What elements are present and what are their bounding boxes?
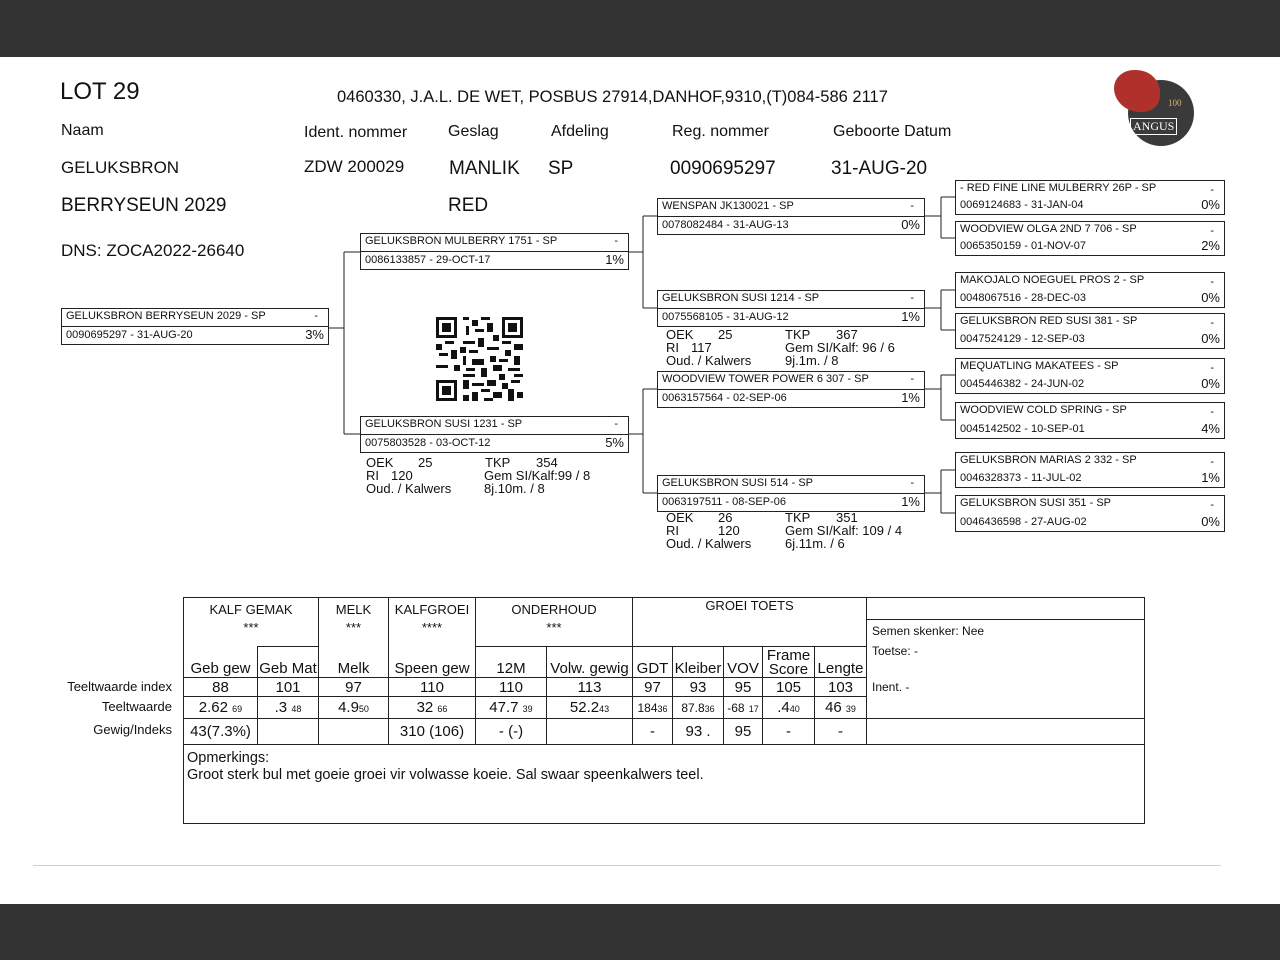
label-geboorte: Geboorte Datum [833, 123, 952, 140]
pedigree-sire-dam: GELUKSBRON SUSI 1214 - SP - 0075568105 - 31-AUG-12 1% [657, 290, 925, 327]
col-vov: VOV [724, 647, 763, 678]
col-speen-gew: Speen gew [389, 647, 476, 678]
row-label-index: Teeltwaarde index [67, 679, 172, 694]
index-cell: 110 [476, 678, 547, 697]
ebv-cell: 2.62 69 [184, 697, 258, 719]
col-gdt: GDT [633, 647, 673, 678]
index-cell: 95 [724, 678, 763, 697]
notes-cell [867, 598, 1145, 719]
row-label-gewig: Gewig/Indeks [93, 722, 172, 737]
pedigree-dam-dam: GELUKSBRON SUSI 514 - SP - 0063197511 - 08-SEP-06 1% [657, 475, 925, 512]
index-cell: 101 [258, 678, 319, 697]
color-value: RED [448, 195, 489, 216]
col-lengte: Lengte [815, 647, 867, 678]
animal-name-line2: BERRYSEUN 2029 [61, 195, 227, 216]
ebv-cell: .440 [763, 697, 815, 719]
animal-name-line1: GELUKSBRON [61, 158, 180, 177]
ebv-cell: 47.7 39 [476, 697, 547, 719]
pedigree-ggp-4: GELUKSBRON RED SUSI 381 - SP - 0047524129 - 12-SEP-03 0% [955, 313, 1225, 349]
gewig-cell: 43(7.3%) [184, 719, 258, 745]
birth-date-value: 31-AUG-20 [831, 158, 928, 179]
gewig-cell: - [633, 719, 673, 745]
pedigree-subject: GELUKSBRON BERRYSEUN 2029 - SP - 0090695297 - 31-AUG-20 3% [61, 308, 329, 345]
gewig-cell: 310 (106) [389, 719, 476, 745]
pedigree-ggp-1: - RED FINE LINE MULBERRY 26P - SP - 0069124683 - 31-JAN-04 0% [955, 180, 1225, 215]
remarks-label: Opmerkings: [187, 750, 270, 766]
index-cell: 105 [763, 678, 815, 697]
sire-dam-stats: OEK 25 TKP 367 RI 117 Gem SI/Kalf: 96 / 6 Oud. / Kalwers 9j.1m. / 8 [666, 327, 895, 368]
gewig-cell: 95 [724, 719, 763, 745]
sex-value: MANLIK [449, 158, 520, 179]
qr-code [436, 317, 523, 401]
lot-number: LOT 29 [60, 78, 140, 105]
group-kalf-gemak: KALF GEMAK *** [184, 598, 319, 647]
index-cell: 97 [633, 678, 673, 697]
section-value: SP [548, 158, 574, 179]
breeder-info: 0460330, J.A.L. DE WET, POSBUS 27914,DANHOF,9310,(T)084-586 2117 [337, 88, 888, 106]
dns-number: DNS: ZOCA2022-26640 [61, 241, 245, 260]
ebv-cell: .3 48 [258, 697, 319, 719]
gewig-cell: - [763, 719, 815, 745]
performance-table [183, 597, 1145, 824]
ebv-cell: 87.836 [673, 697, 724, 719]
reg-value: 0090695297 [670, 158, 776, 179]
angus-logo: 100 ANGUS [1112, 68, 1196, 148]
group-onderhoud: ONDERHOUD *** [476, 598, 633, 647]
group-melk: MELK *** [319, 598, 389, 647]
ebv-cell: 46 39 [815, 697, 867, 719]
pedigree-sire: GELUKSBRON MULBERRY 1751 - SP - 0086133857 - 29-OCT-17 1% [360, 233, 629, 270]
ebv-cell: 4.950 [319, 697, 389, 719]
gewig-cell: - (-) [476, 719, 547, 745]
pedigree-ggp-7: GELUKSBRON MARIAS 2 332 - SP - 0046328373 - 11-JUL-02 1% [955, 452, 1225, 488]
label-naam: Naam [61, 122, 104, 139]
vaccination: Inent. - [872, 680, 910, 694]
gewig-cell: - [815, 719, 867, 745]
col-geb-gew: Geb gew [184, 647, 258, 678]
label-geslag: Geslag [448, 123, 499, 140]
pedigree-ggp-6: WOODVIEW COLD SPRING - SP - 0045142502 - 10-SEP-01 4% [955, 402, 1225, 439]
index-cell: 88 [184, 678, 258, 697]
gewig-row [184, 719, 1145, 745]
ebv-cell: 18436 [633, 697, 673, 719]
remarks-cell [184, 745, 1145, 824]
col-12m: 12M [476, 647, 547, 678]
semen-donor: Semen skenker: Nee [872, 624, 985, 638]
pedigree-dam-sire: WOODVIEW TOWER POWER 6 307 - SP - 0063157564 - 02-SEP-06 1% [657, 371, 925, 408]
pedigree-ggp-2: WOODVIEW OLGA 2ND 7 706 - SP - 0065350159 - 01-NOV-07 2% [955, 221, 1225, 256]
dam-stats: OEK 25 TKP 354 RI 120 Gem SI/Kalf:99 / 8 Oud. / Kalwers 8j.10m. / 8 [366, 455, 591, 496]
col-melk: Melk [319, 647, 389, 678]
gewig-cell [319, 719, 389, 745]
col-geb-mat: Geb Mat [258, 647, 319, 678]
ebv-cell: -68 17 [724, 697, 763, 719]
col-kleiber: Kleiber [673, 647, 724, 678]
col-volw-gewig: Volw. gewig [547, 647, 633, 678]
pedigree-ggp-5: MEQUATLING MAKATEES - SP - 0045446382 - 24-JUN-02 0% [955, 358, 1225, 394]
pedigree-dam: GELUKSBRON SUSI 1231 - SP - 0075803528 - 03-OCT-12 5% [360, 416, 629, 453]
group-groei-toets: GROEI TOETS [633, 598, 867, 647]
row-label-teeltwaarde: Teeltwaarde [101, 699, 172, 714]
index-cell: 93 [673, 678, 724, 697]
label-reg: Reg. nommer [672, 123, 769, 140]
pedigree-sire-sire: WENSPAN JK130021 - SP - 0078082484 - 31-AUG-13 0% [657, 198, 925, 235]
col-frame-score: Frame Score [763, 647, 815, 678]
gewig-cell [258, 719, 319, 745]
index-cell: 110 [389, 678, 476, 697]
label-afdeling: Afdeling [551, 123, 609, 140]
group-kalfgroei: KALFGROEI **** [389, 598, 476, 647]
pedigree-ggp-3: MAKOJALO NOEGUEL PROS 2 - SP - 0048067516 - 28-DEC-03 0% [955, 272, 1225, 308]
gewig-cell: 93 . [673, 719, 724, 745]
pedigree-ggp-8: GELUKSBRON SUSI 351 - SP - 0046436598 - 27-AUG-02 0% [955, 495, 1225, 532]
label-ident: Ident. nommer [304, 124, 408, 141]
ident-value: ZDW 200029 [304, 157, 405, 176]
gewig-cell [547, 719, 633, 745]
remarks-text: Groot sterk bul met goeie groei vir volwasse koeie. Sal swaar speenkalwers teel. [187, 767, 704, 783]
dam-dam-stats: OEK 26 TKP 351 RI 120 Gem SI/Kalf: 109 / 4 Oud. / Kalwers 6j.11m. / 6 [666, 510, 903, 551]
index-cell: 97 [319, 678, 389, 697]
ebv-cell: 32 66 [389, 697, 476, 719]
index-cell: 103 [815, 678, 867, 697]
ebv-cell: 52.243 [547, 697, 633, 719]
tests: Toetse: - [872, 644, 919, 658]
index-cell: 113 [547, 678, 633, 697]
